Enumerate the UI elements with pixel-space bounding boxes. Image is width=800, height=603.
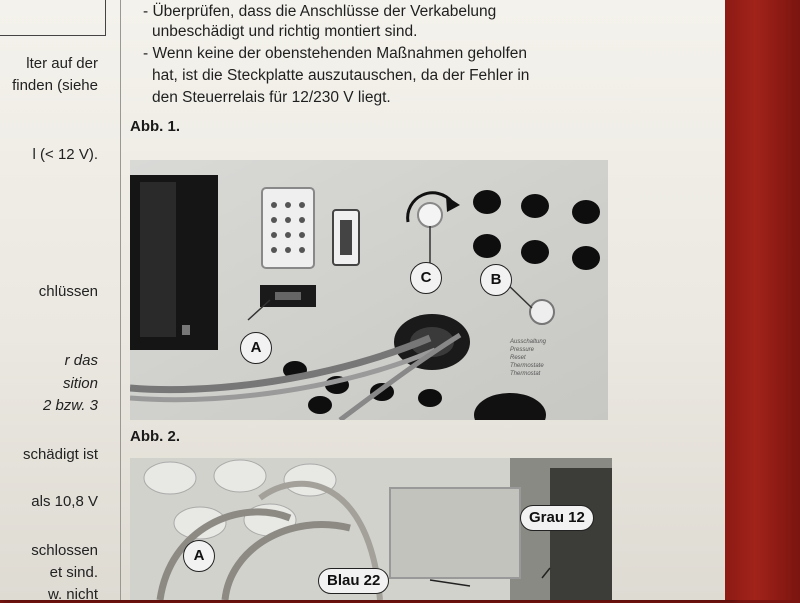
left-column-line: sition — [62, 375, 98, 392]
left-column-line: et sind. — [49, 564, 98, 581]
label-blau-22: Blau 22 — [318, 568, 389, 594]
label-grau-12: Grau 12 — [520, 505, 594, 531]
label-a: A — [240, 332, 272, 364]
panel-line: Pressure — [510, 347, 535, 353]
figure2-caption: Abb. 2. — [130, 428, 181, 445]
red-background-edge — [725, 0, 800, 600]
column-divider — [120, 0, 121, 600]
label-c: C — [410, 262, 442, 294]
left-column-line: l (< 12 V). — [32, 146, 98, 163]
left-column-line: als 10,8 V — [31, 493, 98, 510]
panel-printed-text — [510, 338, 546, 378]
label-a-fig2: A — [183, 540, 215, 572]
left-column-line: chlüssen — [38, 283, 98, 300]
panel-line: Reset — [510, 355, 526, 361]
table-box-fragment — [0, 0, 106, 36]
body-line: - Wenn keine der obenstehenden Maßnahmen geholfen — [143, 45, 528, 62]
body-line: den Steuerrelais für 12/230 V liegt. — [152, 89, 391, 106]
body-line: hat, ist die Steckplatte auszutauschen, da der Fehler in — [152, 67, 530, 84]
left-column-line: schädigt ist — [22, 446, 98, 463]
label-b: B — [480, 264, 512, 296]
left-column-line: r das — [64, 352, 98, 369]
panel-line: Thermostate — [510, 363, 544, 369]
panel-line: Ausschaltung — [510, 339, 547, 345]
panel-line: Thermostat — [510, 371, 541, 377]
body-line: - Überprüfen, dass die Anschlüsse der Verkabelung — [143, 3, 497, 20]
body-line: unbeschädigt und richtig montiert sind. — [152, 23, 418, 40]
figure1-caption: Abb. 1. — [130, 118, 181, 135]
left-column-line: 2 bzw. 3 — [42, 397, 98, 414]
figure1-photo — [130, 160, 608, 420]
left-column-line: finden (siehe — [12, 77, 98, 94]
left-column-line: schlossen — [31, 542, 98, 559]
left-column-line: lter auf der — [26, 55, 98, 72]
left-column-line: w. nicht — [47, 586, 98, 603]
